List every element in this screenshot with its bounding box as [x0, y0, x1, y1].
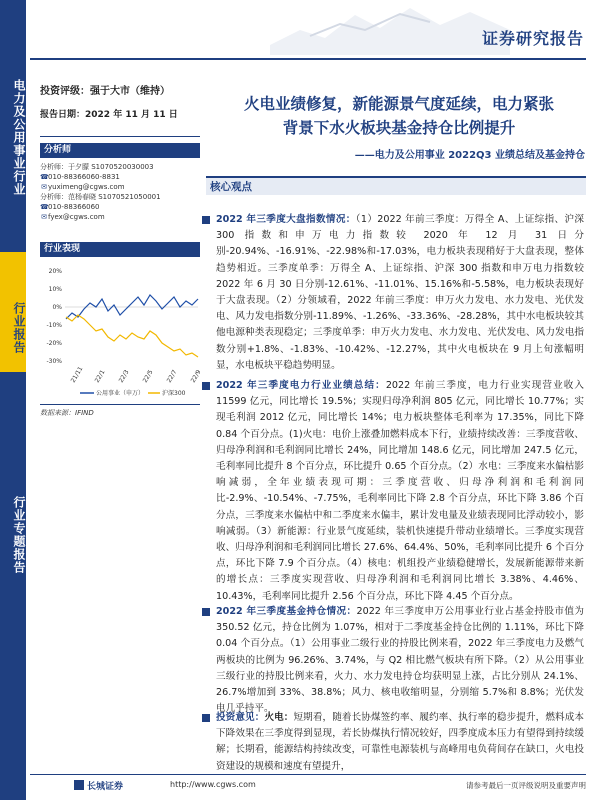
date-value: 2022 年 11 月 11 日	[85, 110, 178, 120]
paragraph-lead: 2022 年三季度电力行业业绩总结：	[216, 380, 386, 391]
data-source: 数据来源：IFIND	[40, 409, 94, 417]
title-line-2: 背景下水火板块基金持仓比例提升	[282, 119, 516, 137]
legend-csi300: 沪深300	[162, 390, 186, 397]
x-tick: 21/11	[69, 365, 85, 384]
footer-notice: 请参考最后一页评级说明及重要声明	[466, 781, 586, 790]
y-tick: -10%	[46, 322, 62, 329]
paragraph-lead: 2022 年三季度基金持仓情况：	[216, 606, 357, 617]
y-tick: 20%	[48, 268, 62, 275]
footer-url[interactable]: http://www.cgws.com	[170, 780, 256, 789]
paragraph-text: 2022 年前三季度，电力行业实现营业收入 11599 亿元，同比增长 19.5%；实现归母净利润 805 亿元，同比增长 10.77%；实现毛利润 2012 亿元，同比增长 14%；电力板块整体毛利率为 17.35%，同比下降 0.84 个百分点。(1)火电：电价上涨叠加燃料成本下行，业绩持续改善：三季度营收、归母净利润和毛利润同比增长 24%，同比增加 148.6 亿元，同比增加 247.5 亿元，毛利率同比提升 8 个百分点，环比提升 0.65 个百分点。（2）水电：三季度来水偏枯影响减弱，全年业绩表现可期：三季度营收、归母净利润和毛利润同比-2.9%、-10.54%、-7.75%，毛利率同比下降 2.8 个百分点，环比下降 3.86 个百分点，三季度来水偏枯中和二季度来水偏丰，累计发电量及业绩表现同比浮动较小，影响减弱。（3）新能源：行业景气度延续，装机快速提升带动业绩增长。三季度实现营收、归母净利润和毛利润同比增长 27.6%、64.4%、50%，毛利率同比提升 6 个百分点，环比下降 7.9 个百分点。（4）核电：机组投产业绩稳健增长，发展新能源带来新的增长点：三季度实现营收、归母净利润和毛利润同比增长 3.38%、4.46%、10.43%，毛利率同比提升 2.56 个百分点，环比下降 4.45 个百分点。	[216, 380, 585, 602]
paragraph-text: 2022 年三季度申万公用事业行业占基金持股市值为 350.52 亿元，持仓比例为 1.07%，相对于二季度基金持仓比例的 1.11%，环比下降 0.04 个百分点。（1）公用事业二级行业的持股比例来看，2022 年三季度电力及燃气两板块的比例为 96.26%、3.74%，与 Q2 相比燃气板块有所下降。（2）从公用事业三级行业的持股比例来看，火力、水力发电持仓均获明显上涨，占比分别从 24.1%、26.7%增加到 33%、38.8%；风力、核电收缩明显，分别缩 5.7%和 8.8%；光伏发电几乎持平。	[216, 606, 584, 715]
report-subtitle: ——电力及公用事业 2022Q3 业绩总结及基金持仓	[354, 150, 585, 161]
core-views-label: 核心观点	[210, 181, 252, 193]
svg-text:长城证券: 长城证券	[87, 782, 124, 792]
date-row	[40, 107, 200, 120]
sidebar-industry-label: 电力及公用事业行业	[12, 78, 26, 196]
series-csi300	[66, 315, 198, 357]
rating-label: 投资评级：	[40, 86, 90, 97]
x-tick: 22/9	[189, 368, 203, 384]
report-type-label: 证券研究报告	[481, 29, 584, 48]
paragraph-industry-results	[216, 378, 584, 605]
analyst-2-phone: 010-88366060	[48, 203, 100, 211]
paragraph-text: （1）2022 年前三季度：万得全 A、上证综指、沪深 300 指数和申万电力指数较 2020 年 12 月 31 日分别-20.94%、-16.91%、-22.98%和-17.03%，电力板块表现稍好于大盘表现，整体趋势相近。三季度单季：万得全 A、上证综指、沪深 300 指数和申万电力指数较 2022 年 6 月 30 日分别-12.61%、-11.01%、15.16%和-5.58%，电力板块表现好于大盘表现。（2）分领域看，2022 年前三季度：申万火力发电、水力发电、光伏发电、风力发电指数分别-11.89%、-1.26%、-33.36%、-28.28%，其中水电板块较其他电源种类表现稳定；三季度单季：申万火力发电、水力发电、光伏发电、风力发电指数分别+1.8%、-1.83%、-10.42%、-12.27%，其中火电板块在 9 月上旬涨幅明显，水电板块平稳趋势明显。	[216, 214, 584, 371]
x-tick: 22/1	[93, 368, 107, 384]
analyst-1-phone: 010-88366060-8831	[48, 173, 120, 181]
great-wall-decoration	[270, 0, 510, 55]
chart-divider	[40, 404, 200, 405]
phone-icon: ☎	[40, 203, 49, 211]
rating-row	[40, 82, 200, 97]
sidebar-report-label: 行业报告	[12, 302, 26, 354]
paragraph-market-index	[216, 212, 584, 374]
title-line-1: 火电业绩修复，新能源景气度延续，电力紧张	[243, 95, 554, 113]
analyst-2-phone-row	[40, 202, 200, 212]
y-tick: -20%	[46, 340, 62, 347]
header-divider	[30, 58, 586, 60]
phone-icon: ☎	[40, 173, 49, 181]
info-divider	[40, 136, 200, 137]
analyst-1-email[interactable]: yuximeng@cgws.com	[48, 183, 125, 191]
paragraph-sublead: 火电：	[264, 712, 294, 723]
email-icon: ✉	[41, 213, 47, 221]
left-sidebar	[0, 0, 26, 800]
analyst-1-email-row	[40, 182, 200, 192]
x-tick: 22/3	[117, 368, 131, 384]
footer-divider	[30, 774, 586, 775]
date-label: 报告日期：	[40, 110, 86, 120]
cgws-logo	[74, 778, 124, 792]
rating-value: 强于大市（维持）	[90, 86, 170, 97]
paragraph-lead: 投资意见：	[216, 712, 265, 723]
report-title	[214, 92, 584, 140]
legend-utilities: 公用事业（申万）	[96, 390, 145, 397]
paragraph-fund-holdings	[216, 604, 584, 717]
email-icon: ✉	[41, 183, 47, 191]
industry-performance-header: 行业表现	[40, 242, 200, 257]
industry-performance-chart	[40, 259, 203, 399]
y-tick: -30%	[46, 358, 62, 365]
y-tick: 0%	[52, 304, 62, 311]
bullet-icon	[202, 216, 210, 224]
analyst-2-email-row	[40, 212, 200, 222]
sidebar-topic-label: 行业专题报告	[12, 496, 26, 574]
left-info-column	[40, 82, 203, 418]
x-tick: 22/5	[141, 368, 155, 384]
paragraph-investment-view	[216, 710, 584, 774]
analyst-2: 分析师：范杨春晓 S1070521050001	[40, 193, 161, 201]
core-views-bar	[206, 176, 586, 195]
paragraph-text: 短期看，随着长协煤签约率、履约率、执行率的稳步提升，燃料成本下降效果在三季度得到显现，若长协煤执行情况较好，四季度成本压力有望得到持续缓解；长期看，能源结构持续改变，可靠性电源装机与高峰用电负荷间存在缺口，火电投资建设的规模和速度有望提升，	[216, 712, 585, 772]
y-tick: 10%	[48, 286, 62, 293]
bullet-icon	[202, 608, 210, 616]
analyst-1: 分析师：于夕朦 S1070520030003	[40, 163, 154, 171]
bullet-icon	[202, 714, 210, 722]
paragraph-lead: 2022 年三季度大盘指数情况：	[216, 214, 356, 225]
analyst-2-email[interactable]: fyex@cgws.com	[48, 213, 105, 221]
analyst-header: 分析师	[40, 143, 200, 158]
analyst-1-phone-row	[40, 172, 200, 182]
bullet-icon	[202, 382, 210, 390]
x-tick: 22/7	[165, 368, 179, 384]
